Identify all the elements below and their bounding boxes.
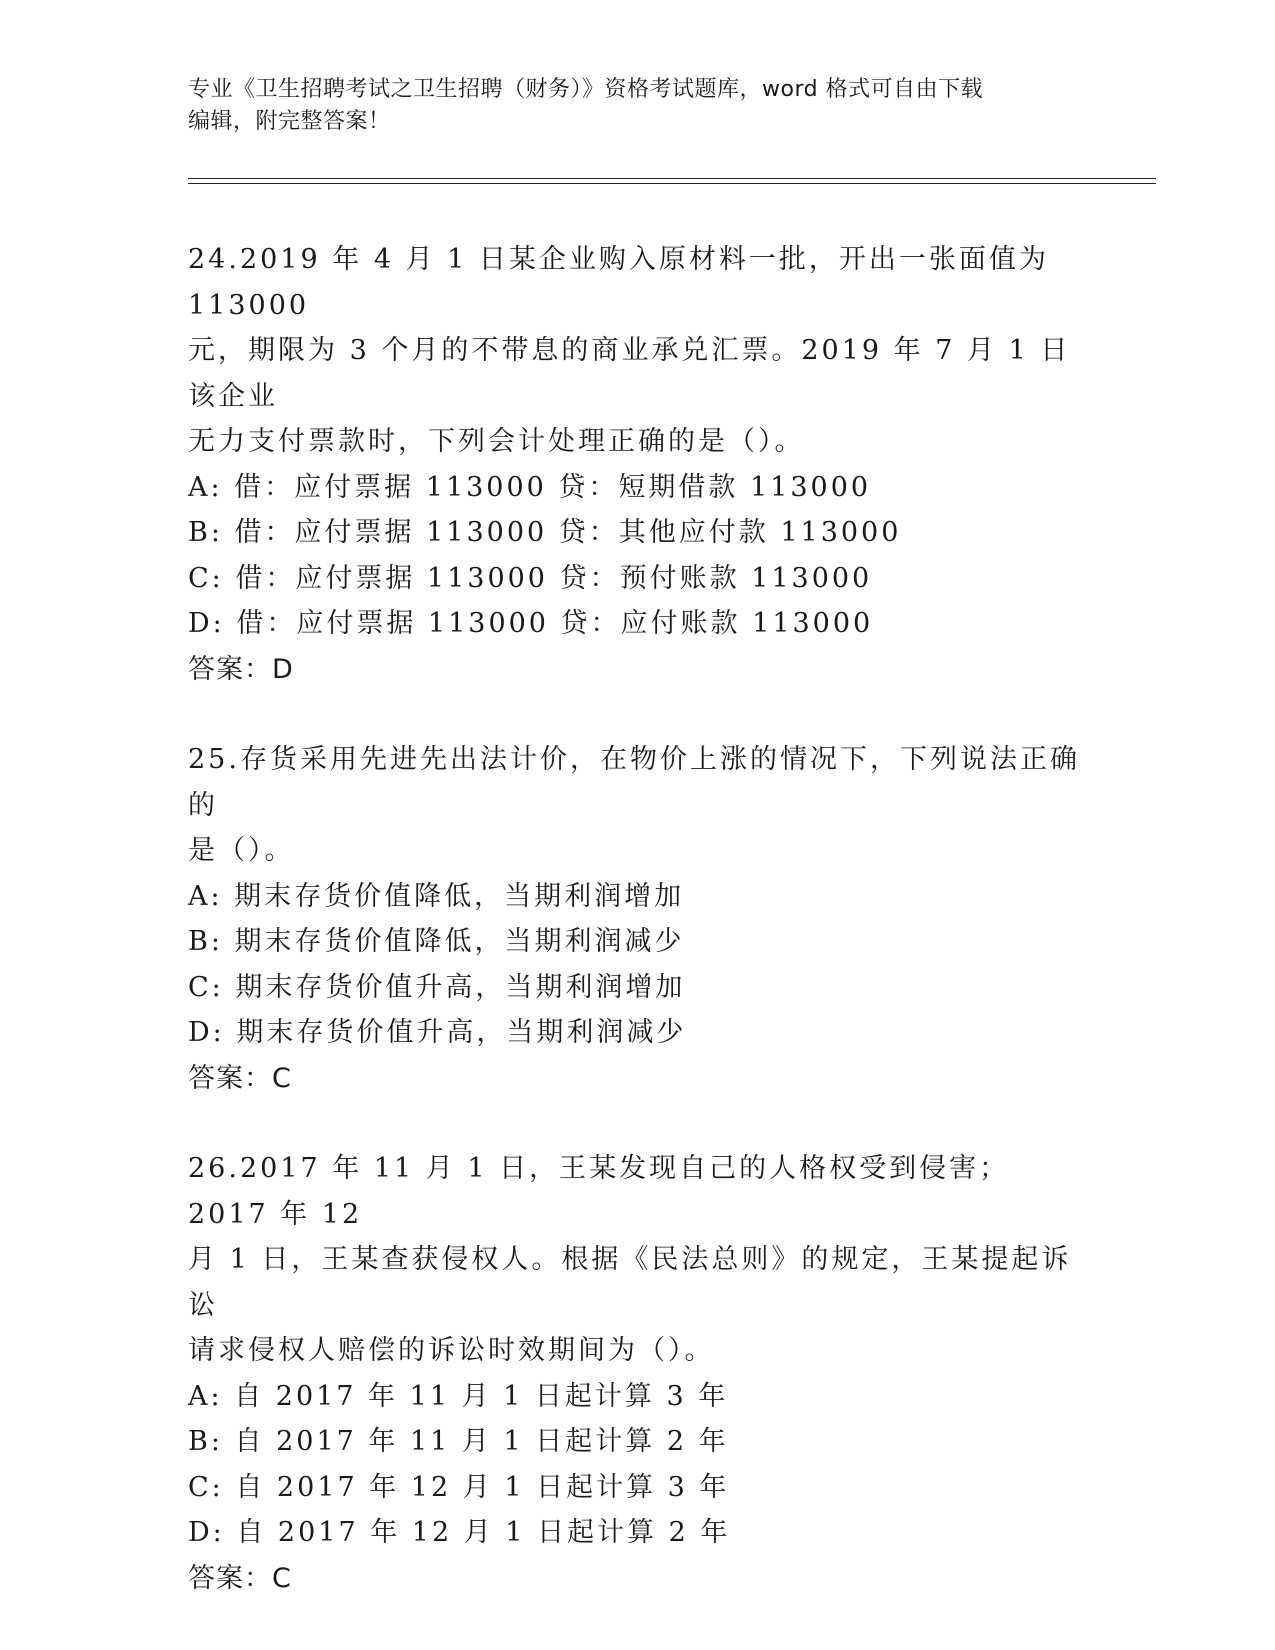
option-b: B: 自 2017 年 11 月 1 日起计算 2 年 — [188, 1426, 729, 1457]
question-text-line: 请求侵权人赔偿的诉讼时效期间为（）。 — [188, 1335, 715, 1366]
question-text-line: 26.2017 年 11 月 1 日，王某发现自己的人格权受到侵害；2017 年 12 — [188, 1153, 1010, 1230]
header-line-1: 专业《卫生招聘考试之卫生招聘（财务）》资格考试题库，word 格式可自由下载 — [188, 77, 984, 102]
question-text-line: 是（）。 — [188, 835, 295, 866]
option-a: A: 借：应付票据 113000 贷：短期借款 113000 — [188, 471, 872, 503]
question-25 — [188, 737, 1088, 1101]
option-d: D: 借：应付票据 113000 贷：应付账款 113000 — [188, 608, 874, 639]
header-line-2: 编辑，附完整答案！ — [188, 109, 391, 134]
question-text-line: 24.2019 年 4 月 1 日某企业购入原材料一批，开出一张面值为 113000 — [188, 244, 1049, 321]
option-d: D: 期末存货价值升高，当期利润减少 — [188, 1017, 687, 1048]
question-text-line: 25.存货采用先进先出法计价，在物价上涨的情况下，下列说法正确的 — [188, 744, 1080, 821]
question-text-line: 月 1 日，王某查获侵权人。根据《民法总则》的规定，王某提起诉讼 — [188, 1244, 1072, 1321]
question-24 — [188, 237, 1088, 692]
option-b: B: 借：应付票据 113000 贷：其他应付款 113000 — [188, 517, 902, 548]
question-list — [188, 237, 1088, 1601]
option-c: C: 自 2017 年 12 月 1 日起计算 3 年 — [188, 1471, 730, 1503]
question-26 — [188, 1146, 1088, 1601]
option-c: C: 期末存货价值升高，当期利润增加 — [188, 971, 686, 1003]
option-a: A: 自 2017 年 11 月 1 日起计算 3 年 — [188, 1380, 729, 1412]
option-d: D: 自 2017 年 12 月 1 日起计算 2 年 — [188, 1517, 731, 1548]
answer-line: 答案：C — [188, 1562, 292, 1594]
option-b: B: 期末存货价值降低，当期利润减少 — [188, 926, 685, 957]
question-text-line: 元，期限为 3 个月的不带息的商业承兑汇票。2019 年 7 月 1 日该企业 — [188, 335, 1071, 412]
option-a: A: 期末存货价值降低，当期利润增加 — [188, 880, 685, 912]
answer-line: 答案：D — [188, 653, 294, 685]
document-header — [188, 74, 1088, 138]
header-divider — [188, 178, 1156, 184]
question-text-line: 无力支付票款时，下列会计处理正确的是（）。 — [188, 426, 805, 457]
answer-line: 答案：C — [188, 1062, 292, 1094]
option-c: C: 借：应付票据 113000 贷：预付账款 113000 — [188, 562, 873, 594]
